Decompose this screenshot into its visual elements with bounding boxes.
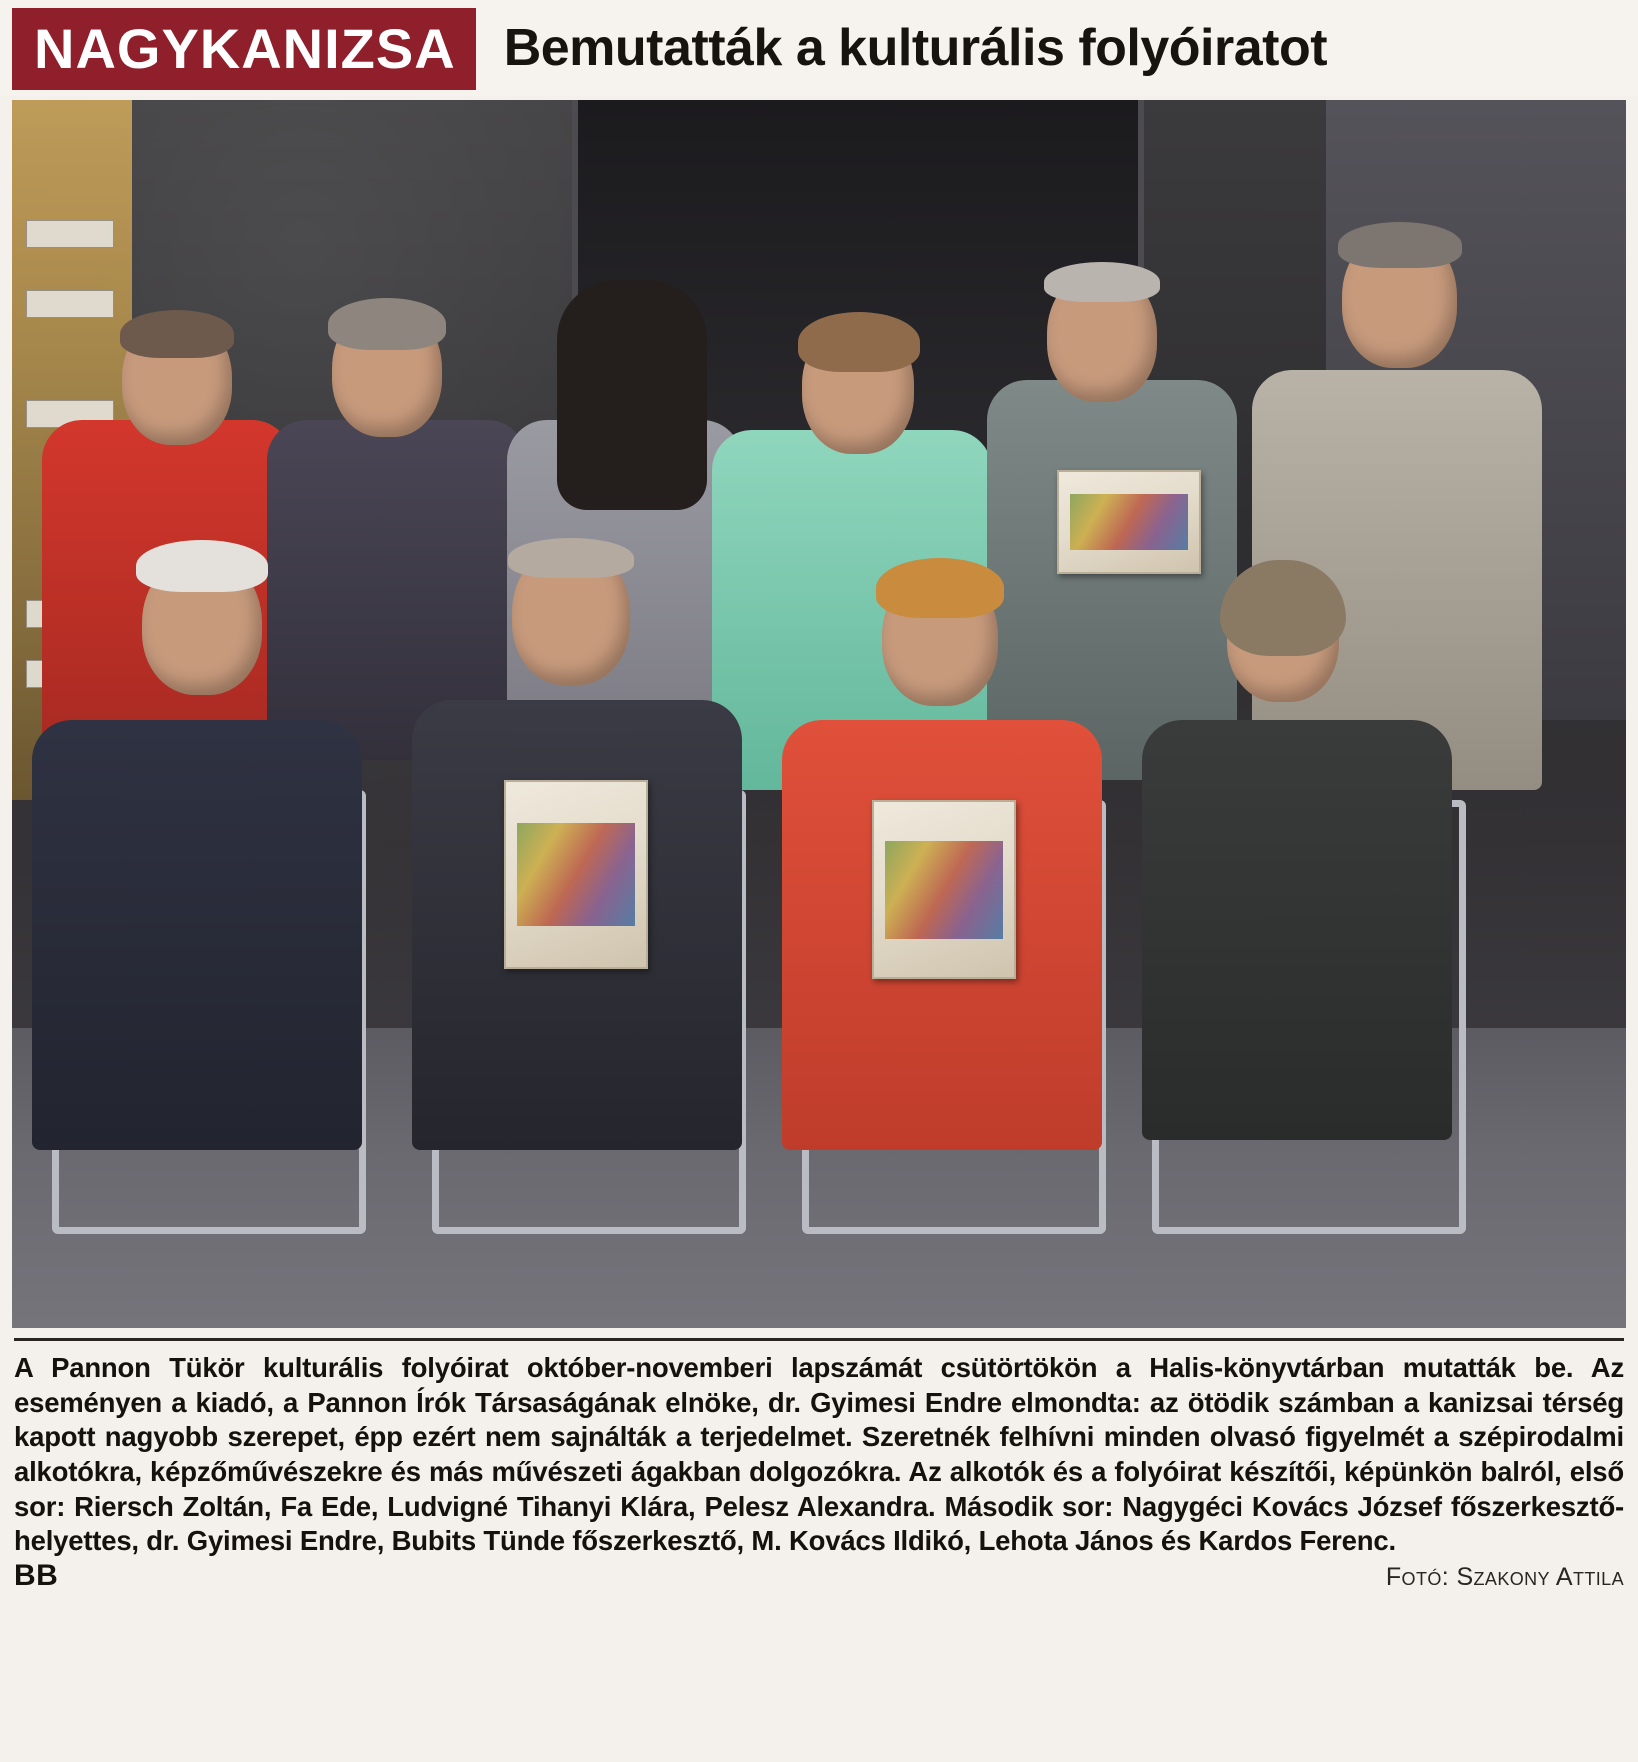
article-photo [12, 100, 1626, 1328]
journal-copy [504, 780, 648, 969]
journal-copy [872, 800, 1016, 979]
author-initials: BB [14, 1558, 59, 1592]
photo-credit: Fotó: Szakony Attila [1385, 1562, 1624, 1591]
article-header [0, 0, 1638, 96]
photo-scene [12, 100, 1626, 1328]
location-kicker: NAGYKANIZSA [12, 8, 476, 90]
caption-byline-row [14, 1559, 1624, 1593]
journal-copy [1057, 470, 1201, 574]
caption-text: A Pannon Tükör kulturális folyóirat október-novemberi lapszámát csütörtökön a Halis-könyvtárban mutatták be. Az eseményen a kiadó, a Pannon Írók Társaságának elnöke, dr. Gyimesi Endre elmondta: az ötödik számban a kanizsai térség kapott nagyobb szerepet, épp ezért nem sajnálták a terjedelmet. Szeretnék felhívni minden olvasó figyelmét a szépirodalmi alkotókra, képzőművészekre és más művészeti ágakban dolgozókra. Az alkotók és a folyóirat készítői, képünkön balról, első sor: Riersch Zoltán, Fa Ede, Ludvigné Tihanyi Klára, Pelesz Alexandra. Második sor: Nagygéci Kovács József főszerkesztő-helyettes, dr. Gyimesi Endre, Bubits Tünde főszerkesztő, M. Kovács Ildikó, Lehota János és Kardos Ferenc. [14, 1352, 1624, 1557]
photo-caption [14, 1338, 1624, 1559]
page-title: Bemutatták a kulturális folyóiratot [503, 19, 1328, 77]
